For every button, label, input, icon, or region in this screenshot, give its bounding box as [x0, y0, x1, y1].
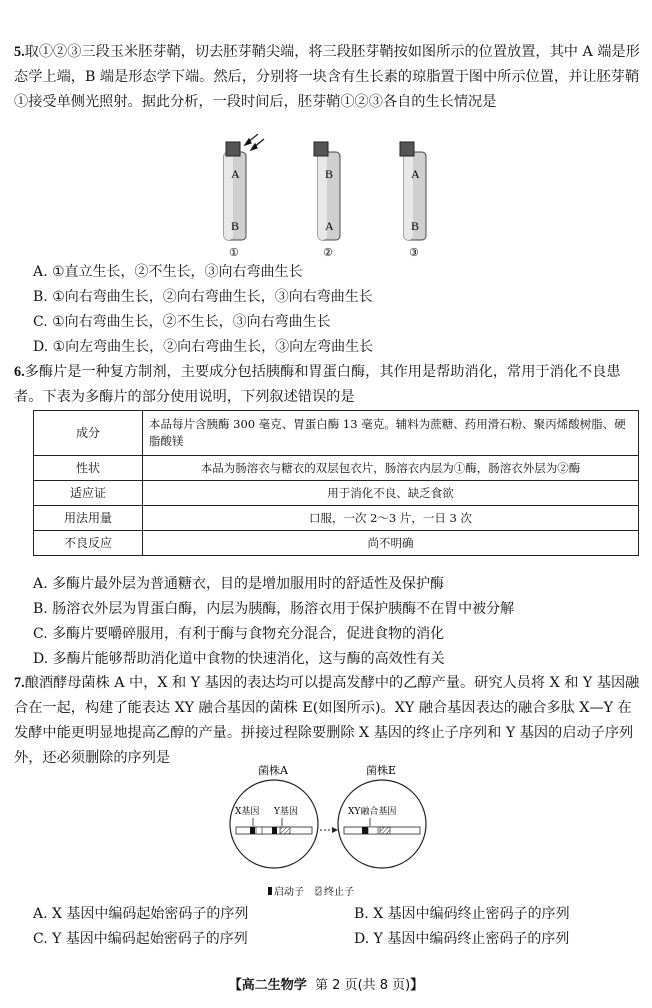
- table-value: 本品为肠溶衣与糖衣的双层包衣片，肠溶衣内层为①酶，肠溶衣外层为②酶: [143, 456, 639, 481]
- q6-option-b: B. 肠溶衣外层为胃蛋白酶，内层为胰酶，肠溶衣用于保护胰酶不在胃中被分解: [33, 601, 515, 617]
- table-key: 成分: [34, 411, 143, 456]
- usage-table: [33, 410, 639, 556]
- strain-e-cell: [338, 780, 426, 868]
- q5-option-b: B. ①向右弯曲生长，②向右弯曲生长，③向右弯曲生长: [33, 289, 373, 305]
- gene-fusion-figure: [220, 762, 450, 902]
- table-key: 用法用量: [34, 506, 143, 531]
- coleoptile-figure: [200, 134, 440, 260]
- coleoptile-segment-3: [400, 142, 426, 259]
- table-row: [34, 506, 639, 531]
- y-gene-label: Y基因: [274, 807, 298, 817]
- question-text: 取①②③三段玉米胚芽鞘，切去胚芽鞘尖端，将三段胚芽鞘按如图所示的位置放置，其中 A 端是形态学上端，B 端是形态学下端。然后，分别将一块含有生长素的琼脂置于图中所示位置，并让胚芽鞘①接受单侧光照射。据此分析，一段时间后，胚芽鞘①②③各自的生长情况是: [14, 44, 640, 110]
- table-key: 性状: [34, 456, 143, 481]
- question-number: 7.: [14, 675, 25, 691]
- x-gene-label: X基因: [235, 807, 260, 817]
- legend-promoter: 启动子: [274, 887, 304, 898]
- footer-close: 】: [410, 978, 424, 993]
- question-number: 5.: [14, 44, 25, 60]
- table-key: 适应证: [34, 481, 143, 506]
- strain-a-cell: [230, 780, 318, 868]
- table-value: 本品每片含胰酶 300 毫克、胃蛋白酶 13 毫克。辅料为蔗糖、药用滑石粉、聚丙烯酸树脂、硬脂酸镁: [143, 411, 639, 456]
- q6-option-c: C. 多酶片要嚼碎服用，有利于酶与食物充分混合，促进食物的消化: [33, 626, 445, 642]
- footer-subject: 高二生物学: [241, 978, 307, 993]
- segment-1-top-label: A: [231, 167, 240, 181]
- table-value: 尚不明确: [143, 531, 639, 556]
- segment-1-number: ①: [229, 246, 239, 259]
- q7-option-b: B. X 基因中编码终止密码子的序列: [354, 906, 570, 922]
- q7-option-c: C. Y 基因中编码起始密码子的序列: [33, 931, 248, 947]
- table-key: 不良反应: [34, 531, 143, 556]
- q5-option-a: A. ①直立生长，②不生长，③向右弯曲生长: [33, 264, 303, 280]
- question-number: 6.: [14, 364, 25, 380]
- q6-option-d: D. 多酶片能够帮助消化道中食物的快速消化，这与酶的高效性有关: [33, 651, 445, 667]
- xy-gene-label: XY融合基因: [348, 807, 397, 817]
- table-row: [34, 481, 639, 506]
- promoter-icon: [268, 887, 272, 895]
- segment-3-top-label: A: [411, 167, 420, 181]
- question-text: 酿酒酵母菌株 A 中，X 和 Y 基因的表达均可以提高发酵中的乙醇产量。研究人员将 X 和 Y 基因融合在一起，构建了能表达 XY 融合基因的菌株 E(如图所示)。XY 融合基因表达的融合多肽 X—Y 在发酵中能更明显地提高乙醇的产量。拼接过程除要删除 X 基因的终止子序列和 Y 基因的启动子序列外，还必须删除的序列是: [14, 675, 640, 766]
- q7-option-a: A. X 基因中编码起始密码子的序列: [33, 906, 249, 922]
- strain-e-label: 菌株E: [366, 764, 397, 777]
- segment-1-bottom-label: B: [231, 219, 240, 233]
- table-value: 口服，一次 2～3 片，一日 3 次: [143, 506, 639, 531]
- table-row: [34, 456, 639, 481]
- page-footer: [0, 974, 652, 993]
- segment-2-top-label: B: [325, 167, 334, 181]
- segment-2-number: ②: [323, 246, 333, 259]
- coleoptile-segment-1: [224, 142, 246, 259]
- table-value: 用于消化不良、缺乏食欲: [143, 481, 639, 506]
- legend-terminator: 终止子: [324, 887, 354, 898]
- q5-option-d: D. ①向左弯曲生长，②向右弯曲生长，③向左弯曲生长: [33, 339, 374, 355]
- q5-option-c: C. ①向右弯曲生长，②不生长，③向右弯曲生长: [33, 314, 331, 330]
- q6-option-a: A. 多酶片最外层为普通糖衣，目的是增加服用时的舒适性及保护酶: [33, 576, 445, 592]
- question-6-stem: [14, 360, 640, 410]
- footer-page: 第 2 页(共 8 页): [315, 978, 411, 993]
- q7-option-d: D. Y 基因中编码终止密码子的序列: [354, 931, 570, 947]
- segment-3-number: ③: [409, 246, 419, 259]
- question-7-stem: [14, 671, 640, 771]
- table-row: [34, 531, 639, 556]
- light-arrows-icon: [245, 134, 264, 150]
- strain-a-label: 菌株A: [258, 764, 288, 777]
- segment-3-bottom-label: B: [411, 219, 420, 233]
- question-5-stem: [14, 40, 640, 115]
- segment-2-bottom-label: A: [325, 219, 334, 233]
- terminator-icon: [316, 887, 321, 895]
- coleoptile-segment-2: [314, 142, 340, 259]
- footer-open: 【: [228, 978, 242, 993]
- question-text: 多酶片是一种复方制剂，主要成分包括胰酶和胃蛋白酶，其作用是帮助消化，常用于消化不良患者。下表为多酶片的部分使用说明，下列叙述错误的是: [14, 364, 621, 405]
- table-row: [34, 411, 639, 456]
- arrow-right-icon: [332, 827, 338, 833]
